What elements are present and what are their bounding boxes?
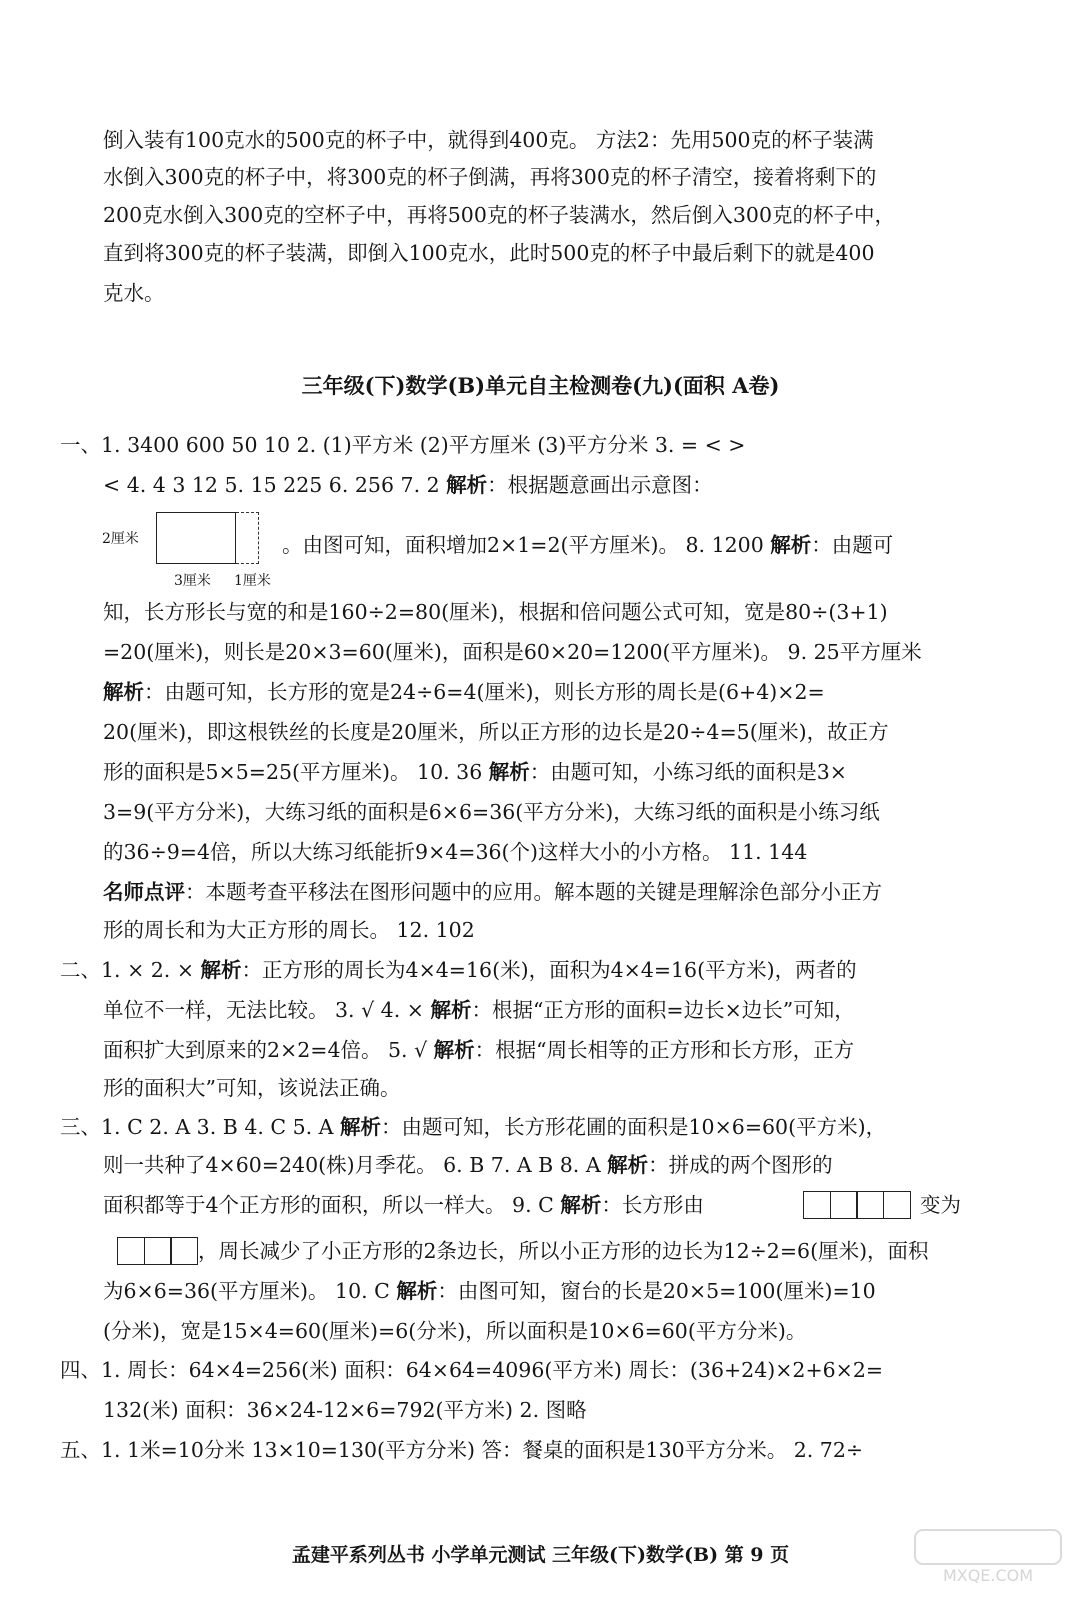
s5-line-1: 五、1. 1米=10分米 13×10=130(平方分米) 答：餐桌的面积是130平方分米。 2. 72÷ [60,1438,864,1462]
analysis-label: 解析 [103,680,144,704]
watermark-text: MXQE.COM [942,1566,1034,1585]
three-square-strip [117,1237,197,1265]
s3-line-1 [60,1112,886,1142]
analysis-label: 解析 [770,533,812,557]
added-strip [236,512,259,564]
s1-line-9: 3=9(平方分米)，大练习纸的面积是6×6=36(平方分米)，大练习纸的面积是小练习纸 [103,800,880,824]
analysis-label: 解析 [607,1153,649,1177]
s3-line-3-end: 变为 [920,1193,961,1217]
text: 三、1. C 2. A 3. B 4. C 5. A [60,1115,341,1139]
original-rectangle [156,512,236,564]
label-1cm: 1厘米 [234,573,271,589]
text: 单位不一样，无法比较。 3. √ 4. × [103,998,431,1022]
text: ：由题可知，长方形的宽是24÷6=4(厘米)，则长方形的周长是(6+4)×2= [144,680,825,704]
s1-line-5: =20(厘米)，则长是20×3=60(厘米)，面积是60×20=1200(平方厘米)。 9. 25平方厘米 [103,640,922,664]
s1-line-2 [103,470,713,500]
text: ：长方形由 [601,1193,704,1217]
text: ：正方形的周长为4×4=16(米)，面积为4×4=16(平方米)，两者的 [241,958,857,982]
text: 面积都等于4个正方形的面积，所以一样大。 9. C [103,1193,561,1217]
text: ：拼成的两个图形的 [648,1153,833,1177]
square-cell [117,1237,145,1265]
analysis-label: 解析 [200,958,242,982]
label-2cm: 2厘米 [102,531,139,547]
s3-line-2 [103,1150,833,1180]
text: 二、1. × 2. × [60,958,201,982]
analysis-label: 解析 [433,1038,475,1062]
s1-line-6 [103,677,825,707]
paragraph-line-5: 克水。 [103,281,165,305]
page-footer: 孟建平系列丛书 小学单元测试 三年级(下)数学(B) 第 9 页 [291,1544,790,1566]
paragraph-line-4: 直到将300克的杯子装满，即倒入100克水，此时500克的杯子中最后剩下的就是400 [103,241,875,265]
paragraph-line-2: 水倒入300克的杯子中，将300克的杯子倒满，再将300克的杯子清空，接着将剩下的 [103,165,877,189]
text: < 4. 4 3 12 5. 15 225 6. 256 7. 2 [103,473,447,497]
text: ：由题可知，小练习纸的面积是3× [529,760,847,784]
four-square-strip [803,1191,909,1219]
text: ：由题可 [811,533,894,557]
square-cell [830,1191,858,1219]
square-cell [803,1191,831,1219]
s3-line-5 [103,1276,876,1306]
s2-line-3 [103,1035,854,1065]
s1-line-7: 20(厘米)，即这根铁丝的长度是20厘米，所以正方形的边长是20÷4=5(厘米)，故正方 [103,720,889,744]
s1-line-1: 一、1. 3400 600 50 10 2. (1)平方米 (2)平方厘米 (3)平方分米 3. = < > [60,433,746,457]
s3-line-4: ，周长减少了小正方形的2条边长，所以小正方形的边长为12÷2=6(厘米)，面积 [198,1239,929,1263]
text: 则一共种了4×60=240(株)月季花。 6. B 7. A B 8. A [103,1153,608,1177]
square-cell [883,1191,911,1219]
text: ：根据题意画出示意图： [487,473,713,497]
text: ：根据“正方形的面积=边长×边长”可知， [471,998,855,1022]
s3-line-6: (分米)，宽是15×4=60(厘米)=6(分米)，所以面积是10×6=60(平方分米)。 [103,1319,807,1343]
s1-line-8 [103,757,847,787]
s1-line-4: 知，长方形长与宽的和是160÷2=80(厘米)，根据和倍问题公式可知，宽是80÷(3+1) [103,600,888,624]
s1-line-11 [103,877,882,907]
text: 为6×6=36(平方厘米)。 10. C [103,1279,397,1303]
paragraph-line-3: 200克水倒入300克的空杯子中，再将500克的杯子装满水，然后倒入300克的杯子中， [103,203,896,227]
text: 面积扩大到原来的2×2=4倍。 5. √ [103,1038,434,1062]
analysis-label: 解析 [396,1279,438,1303]
analysis-label: 解析 [340,1115,382,1139]
text: ：本题考查平移法在图形问题中的应用。解本题的关键是理解涂色部分小正方 [185,880,882,904]
page-title: 三年级(下)数学(B)单元自主检测卷(九)(面积 A卷) [301,373,780,398]
analysis-label: 解析 [430,998,472,1022]
text: ：根据“周长相等的正方形和长方形，正方 [474,1038,855,1062]
text: 。由图可知，面积增加2×1=2(平方厘米)。 8. 1200 [282,533,771,557]
s2-line-4: 形的面积大”可知，该说法正确。 [103,1076,401,1100]
paragraph-line-1: 倒入装有100克水的500克的杯子中，就得到400克。 方法2：先用500克的杯子装满 [103,128,874,152]
analysis-label: 解析 [488,760,530,784]
text: 形的面积是5×5=25(平方厘米)。 10. 36 [103,760,489,784]
label-3cm: 3厘米 [174,573,211,589]
s3-line-3 [103,1190,704,1220]
s4-line-2: 132(米) 面积：36×24-12×6=792(平方米) 2. 图略 [103,1398,587,1422]
square-cell [144,1237,172,1265]
analysis-label: 解析 [560,1193,602,1217]
s1-line-3 [282,530,893,560]
s2-line-1 [60,955,857,985]
square-cell [856,1191,884,1219]
text: ：由图可知，窗台的长是20×5=100(厘米)=10 [437,1279,876,1303]
teacher-comment-label: 名师点评 [103,880,185,904]
s1-line-10: 的36÷9=4倍，所以大练习纸能折9×4=36(个)这样大小的小方格。 11. 144 [103,840,808,864]
rectangle-diagram [100,508,290,588]
s4-line-1: 四、1. 周长：64×4=256(米) 面积：64×64=4096(平方米) 周长：(36+24)×2+6×2= [60,1358,884,1382]
analysis-label: 解析 [446,473,488,497]
text: ：由题可知，长方形花圃的面积是10×6=60(平方米)， [381,1115,887,1139]
square-cell [170,1237,198,1265]
watermark-logo [913,1528,1063,1586]
s2-line-2 [103,995,855,1025]
s1-line-12: 形的周长和为大正方形的周长。 12. 102 [103,918,475,942]
